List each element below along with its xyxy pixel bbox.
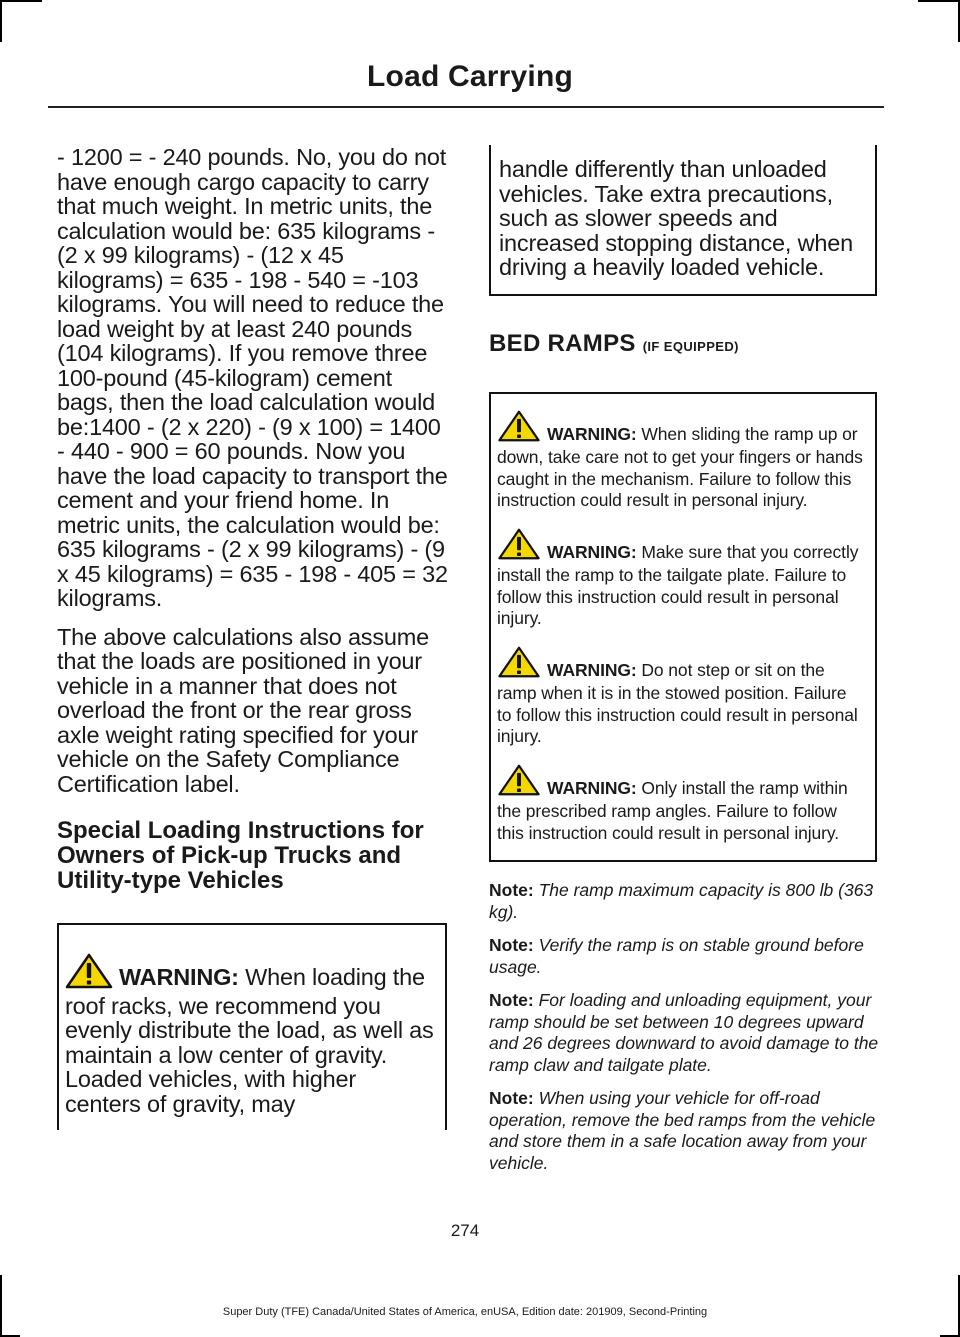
note-text: For loading and unloading equipment, your ramp should be set between 10 degrees upward and 26 degrees downward to avoid damage to the ramp claw and tailgate plate. [489,990,879,1075]
warning-box [489,392,877,863]
warning-text: Make sure that you correctly install the ramp to the tailgate plate. Failure to follow this instruction could result in personal injury. [497,541,859,628]
warning-text-block [65,953,435,1116]
warning-triangle-icon [497,528,541,566]
warning-label: WARNING: [547,541,637,562]
section-title [489,330,879,358]
warning-item [497,528,865,630]
header-divider [48,106,884,108]
warning-triangle-icon [497,764,541,802]
page-number: 274 [450,1221,480,1240]
note-item [489,935,879,978]
warning-triangle-icon [65,953,113,994]
warning-box-continued [489,145,877,296]
section-title-suffix: (IF EQUIPPED) [642,338,739,354]
warning-text: Do not step or sit on the ramp when it is in the stowed position. Failure to follow this instruction could result in personal injury. [497,659,858,746]
note-label: Note: [489,1088,534,1108]
left-column [57,145,449,1130]
right-column [489,145,879,1186]
warning-text: Only install the ramp within the prescribed ramp angles. Failure to follow this instruction could result in personal injury. [497,777,848,843]
footer-text: Super Duty (TFE) Canada/United States of America, enUSA, Edition date: 201909, Second-Printing [222,1306,708,1318]
warning-label: WARNING: [547,777,637,798]
warning-item [497,646,865,748]
warning-text: When sliding the ramp up or down, take care not to get your fingers or hands caught in the mechanism. Failure to follow this instruction could result in personal injury. [497,423,863,510]
warning-item [497,764,865,845]
subheading: Special Loading Instructions for Owners of Pick-up Trucks and Utility-type Vehicles [57,817,424,894]
warning-triangle-icon [497,410,541,448]
note-text: The ramp maximum capacity is 800 lb (363 kg). [489,880,874,922]
note-item [489,1088,879,1174]
warning-text: When loading the roof racks, we recommend you evenly distribute the load, as well as maintain a low center of gravity. Loaded vehicles, with higher centers of gravity, may [65,964,434,1117]
note-label: Note: [489,880,534,900]
note-label: Note: [489,990,534,1010]
crop-mark [918,0,960,2]
note-item [489,880,879,923]
notes-list [489,880,879,1174]
warning-triangle-icon [497,646,541,684]
warning-label: WARNING: [547,659,637,680]
warning-label: WARNING: [119,964,239,990]
warning-box [57,923,447,1130]
crop-mark [0,0,2,42]
note-text: Verify the ramp is on stable ground before usage. [489,935,864,977]
note-text: When using your vehicle for off-road operation, remove the bed ramps from the vehicle and store them in a safe location away from your vehicle. [489,1088,876,1173]
warning-item [497,410,865,512]
warning-label: WARNING: [547,423,637,444]
page-header-title: Load Carrying [367,60,573,93]
body-paragraph: The above calculations also assume that the loads are positioned in your vehicle in a manner that does not overload the front or the rear gross axle weight rating specified for your vehicle on the Safety Compliance Certification label. [57,623,430,797]
section-title-text: BED RAMPS [489,329,636,357]
note-label: Note: [489,935,534,955]
crop-mark [0,0,42,2]
note-item [489,990,879,1076]
body-paragraph: - 1200 = - 240 pounds. No, you do not have enough cargo capacity to carry that much weight. In metric units, the calculation would be: 635 kilograms - (2 x 99 kilograms) - (12 x 45 kilograms) = 635 - 198 - 540 = -103 kilograms. You will need to reduce the load weight by at least 240 pounds (104 kilograms). If you remove three 100-pound (45-kilogram) cement bags, then the load calculation would be:1400 - (2 x 220) - (9 x 100) = 1400 - 440 - 900 = 60 pounds. Now you have the load capacity to transport the cement and your friend home. In metric units, the calculation would be: 635 kilograms - (2 x 99 kilograms) - (9 x 45 kilograms) = 635 - 198 - 405 = 32 kilograms. [57,144,448,611]
warning-text-continued: handle differently than unloaded vehicles. Take extra precautions, such as slower speeds and increased stopping distance, when driving a heavily loaded vehicle. [499,156,853,280]
